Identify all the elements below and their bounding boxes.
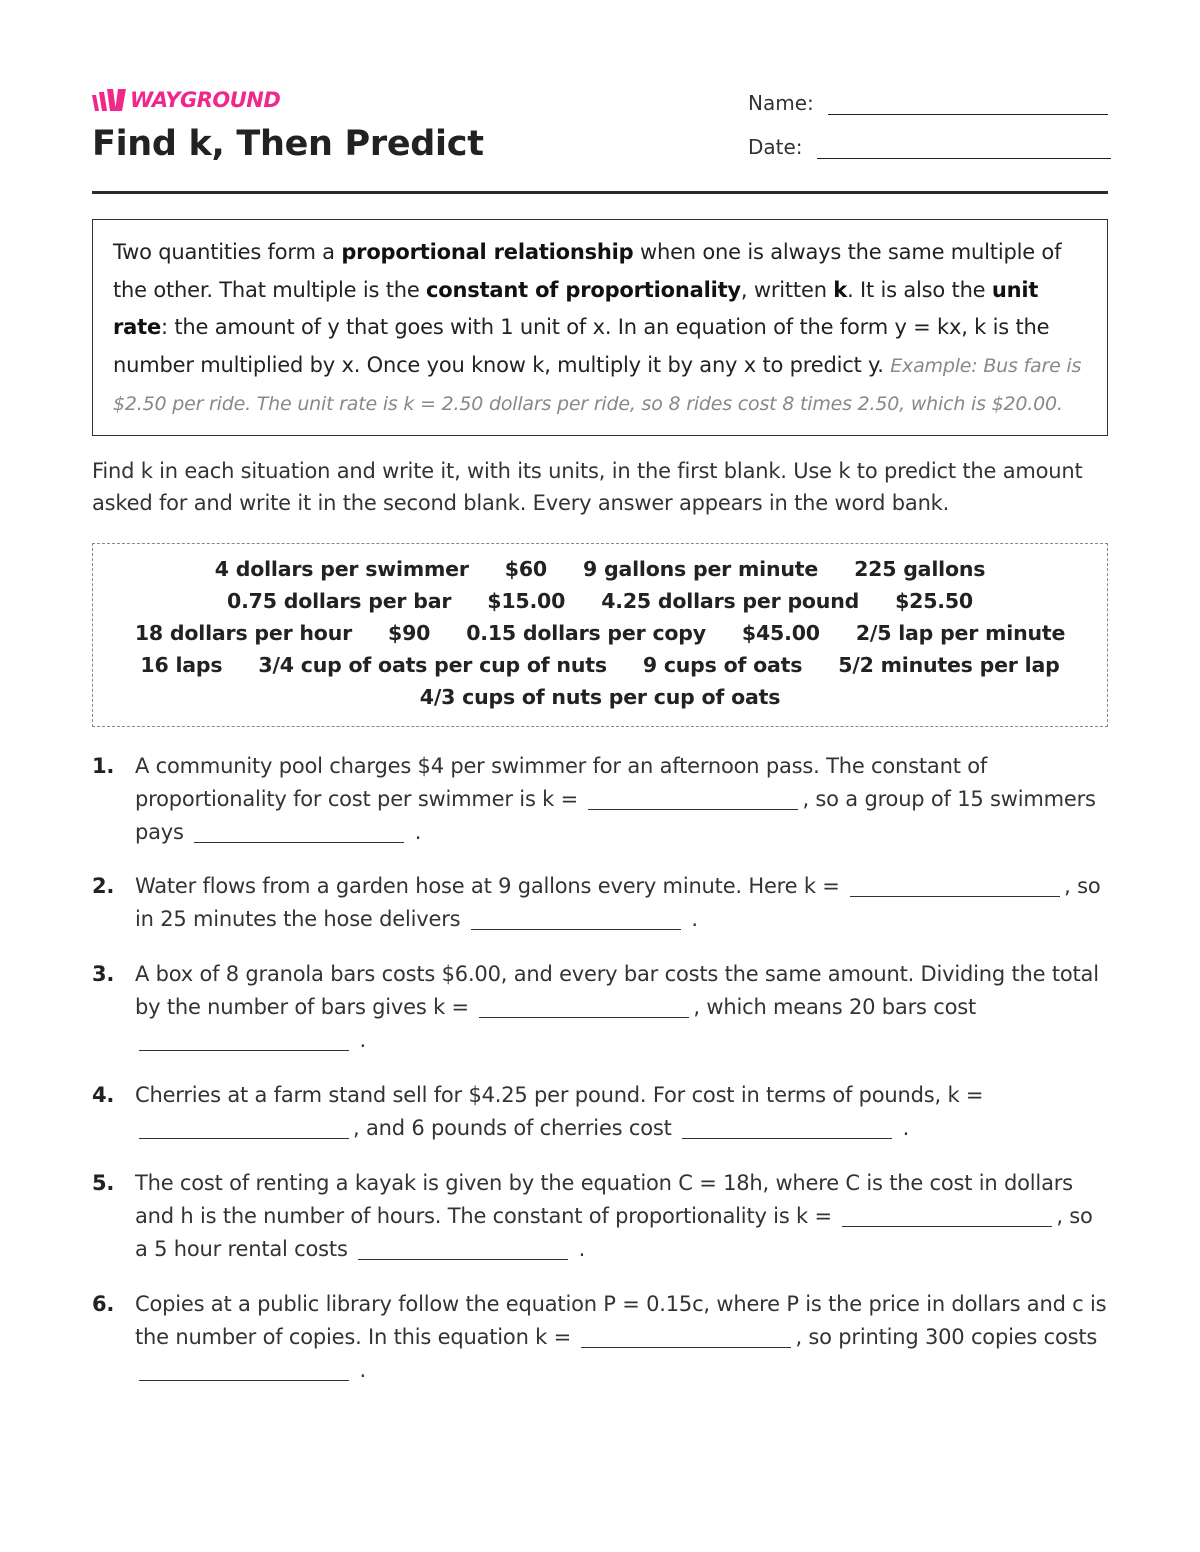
answer-blank-prediction[interactable] — [471, 907, 681, 930]
word-bank-item: 9 gallons per minute — [582, 557, 819, 581]
word-bank-item: $90 — [388, 621, 431, 645]
answer-blank-prediction[interactable] — [682, 1116, 892, 1139]
answer-blank-k[interactable] — [850, 874, 1060, 897]
answer-blank-prediction[interactable] — [194, 820, 404, 843]
intro-text: , written — [740, 277, 834, 302]
name-label: Name: — [748, 91, 814, 115]
question-text-part: . — [359, 1358, 366, 1382]
word-bank-item: $45.00 — [741, 621, 820, 645]
question-2 — [92, 870, 1108, 936]
question-text — [135, 1167, 1108, 1266]
term-constant-of-proportionality: constant of proportionality — [426, 277, 741, 302]
wayground-logo-icon — [92, 89, 126, 111]
question-text-part: , so in 25 minutes the hose delivers — [135, 874, 1101, 931]
question-text-part: , so a group of 15 swimmers pays — [135, 787, 1096, 844]
answer-blank-k[interactable] — [842, 1204, 1052, 1227]
answer-blank-k[interactable] — [139, 1116, 349, 1139]
question-number: 4. — [92, 1083, 115, 1107]
question-text-part: Copies at a public library follow the equation P = 0.15c, where P is the price in dollars and c is the number of copies. In this equation k = — [135, 1292, 1107, 1349]
term-k: k — [833, 277, 848, 302]
intro-text: . It is also the — [847, 277, 992, 302]
word-bank-row — [93, 649, 1107, 681]
question-number: 1. — [92, 754, 115, 778]
answer-blank-prediction[interactable] — [358, 1237, 568, 1260]
answer-blank-k[interactable] — [479, 995, 689, 1018]
question-text — [135, 958, 1108, 1057]
word-bank-item: 9 cups of oats — [642, 653, 803, 677]
question-text — [135, 1288, 1108, 1387]
word-bank-row — [93, 585, 1107, 617]
question-text-part: A community pool charges $4 per swimmer for an afternoon pass. The constant of proportionality for cost per swimmer is k = — [135, 754, 988, 811]
question-text — [135, 870, 1108, 936]
answer-blank-k[interactable] — [588, 787, 798, 810]
answer-blank-prediction[interactable] — [139, 1028, 349, 1051]
question-number: 3. — [92, 962, 115, 986]
question-text-part: Cherries at a farm stand sell for $4.25 per pound. For cost in terms of pounds, k = — [135, 1083, 984, 1107]
question-text — [135, 1079, 1108, 1145]
question-6 — [92, 1288, 1108, 1387]
date-label: Date: — [748, 135, 803, 159]
question-number: 2. — [92, 874, 115, 898]
brand-name: WAYGROUND — [130, 88, 281, 112]
question-3 — [92, 958, 1108, 1057]
question-number: 6. — [92, 1292, 115, 1316]
question-text-part: . — [691, 907, 698, 931]
word-bank — [92, 543, 1108, 727]
question-text — [135, 750, 1108, 849]
question-text-part: , which means 20 bars cost — [693, 995, 977, 1019]
word-bank-row — [93, 617, 1107, 649]
word-bank-item: 225 gallons — [854, 557, 986, 581]
word-bank-item: 3/4 cup of oats per cup of nuts — [258, 653, 607, 677]
intro-example: Example: Bus fare is $2.50 per ride. The unit rate is k = 2.50 dollars per ride, so 8 rides cost 8 times 2.50, which is $20.00. — [113, 354, 1082, 415]
word-bank-item: $60 — [504, 557, 547, 581]
answer-blank-prediction[interactable] — [139, 1358, 349, 1381]
question-text-part: . — [414, 820, 422, 844]
intro-text: Two quantities form a — [113, 240, 342, 264]
intro-box — [92, 219, 1108, 436]
name-blank[interactable] — [828, 90, 1108, 115]
page-title: Find k, Then Predict — [92, 124, 484, 164]
name-field — [748, 90, 1108, 115]
question-text-part: . — [359, 1028, 366, 1052]
word-bank-item: 5/2 minutes per lap — [838, 653, 1060, 677]
intro-text: : the amount of y that goes with 1 unit of x. In an equation of the form y = kx, k is the number multiplied by x. Once you know k, multiply it by any x to predict y. — [113, 315, 1050, 377]
question-5 — [92, 1167, 1108, 1266]
question-text-part: . — [578, 1237, 586, 1261]
question-text-part: , and 6 pounds of cherries cost — [353, 1116, 672, 1140]
worksheet-page — [92, 0, 1108, 1552]
question-1 — [92, 750, 1108, 849]
word-bank-item: 0.15 dollars per copy — [466, 621, 706, 645]
word-bank-item: $25.50 — [895, 589, 973, 613]
date-blank[interactable] — [817, 134, 1111, 159]
word-bank-item: 4/3 cups of nuts per cup of oats — [419, 685, 781, 709]
word-bank-item: 4 dollars per swimmer — [214, 557, 469, 581]
date-field — [748, 134, 1111, 159]
word-bank-item: 2/5 lap per minute — [855, 621, 1066, 645]
question-text-part: . — [902, 1116, 910, 1140]
question-text-part: Water flows from a garden hose at 9 gallons every minute. Here k = — [135, 874, 840, 898]
term-proportional-relationship: proportional relationship — [341, 240, 634, 264]
intro-text: when one is always the same multiple of the other. That multiple is the — [113, 240, 1062, 302]
word-bank-row — [93, 553, 1107, 585]
question-text-part: A box of 8 granola bars costs $6.00, and every bar costs the same amount. Dividing the total by the number of bars gives k = — [135, 962, 1099, 1019]
word-bank-row — [93, 681, 1107, 713]
brand-logo — [92, 88, 280, 112]
word-bank-item: 0.75 dollars per bar — [227, 589, 452, 613]
instructions: Find k in each situation and write it, with its units, in the first blank. Use k to predict the amount asked for and write it in the second blank. Every answer appears in the word bank. — [92, 459, 1083, 515]
question-number: 5. — [92, 1171, 115, 1195]
word-bank-item: 16 laps — [140, 653, 223, 677]
question-4 — [92, 1079, 1108, 1145]
word-bank-item: 4.25 dollars per pound — [601, 589, 860, 613]
question-text-part: , so a 5 hour rental costs — [135, 1204, 1093, 1261]
word-bank-item: 18 dollars per hour — [134, 621, 352, 645]
question-text-part: , so printing 300 copies costs — [795, 1325, 1098, 1349]
answer-blank-k[interactable] — [581, 1325, 791, 1348]
word-bank-item: $15.00 — [487, 589, 566, 613]
question-text-part: The cost of renting a kayak is given by the equation C = 18h, where C is the cost in dollars and h is the number of hours. The constant of proportionality is k = — [135, 1171, 1073, 1228]
header-divider — [92, 191, 1108, 194]
term-unit-rate: unit rate — [113, 277, 1039, 339]
